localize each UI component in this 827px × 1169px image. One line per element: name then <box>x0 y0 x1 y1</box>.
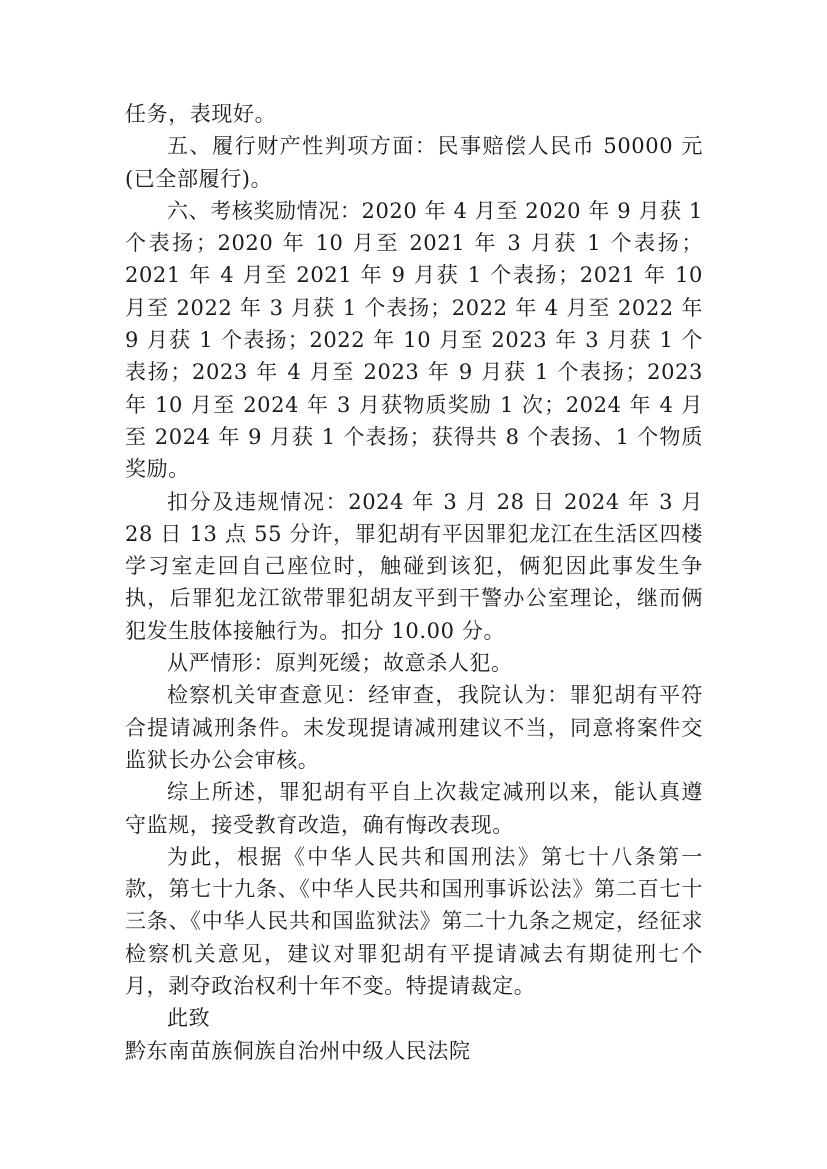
document-body <box>125 98 703 1067</box>
paragraph-salutation: 此致 <box>167 1006 211 1031</box>
paragraph-rewards: 六、考核奖励情况：2020 年 4 月至 2020 年 9 月获 1 个表扬；2020 年 10 月至 2021 年 3 月获 1 个表扬；2021 年 4 月至 2021 年 9 月获 1 个表扬；2021 年 10 月至 2022 年 3 月获 1 个表扬；2022 年 4 月至 2022 年 9 月获 1 个表扬；2022 年 10 月至 2023 年 3 月获 1 个表扬；2023 年 4 月至 2023 年 9 月获 1 个表扬；2023 年 10 月至 2024 年 3 月获物质奖励 1 次；2024 年 4 月至 2024 年 9 月获 1 个表扬；获得共 8 个表扬、1 个物质奖励。 <box>125 198 703 482</box>
paragraph-legal-basis: 为此，根据《中华人民共和国刑法》第七十八条第一款，第七十九条、《中华人民共和国刑事诉讼法》第二百七十三条、《中华人民共和国监狱法》第二十九条之规定，经征求检察机关意见，建议对罪犯胡有平提请减去有期徒刑七个月，剥夺政治权利十年不变。特提请裁定。 <box>125 844 703 999</box>
paragraph-recipient: 黔东南苗族侗族自治州中级人民法院 <box>125 1038 471 1063</box>
paragraph-deductions: 扣分及违规情况：2024 年 3 月 28 日 2024 年 3 月 28 日 13 点 55 分许，罪犯胡有平因罪犯龙江在生活区四楼学习室走回自己座位时，触碰到该犯，俩犯因此事发生争执，后罪犯龙江欲带罪犯胡友平到干警办公室理论，继而俩犯发生肢体接触行为。扣分 10.00 分。 <box>125 489 703 643</box>
paragraph-property-obligation: 五、履行财产性判项方面：民事赔偿人民币 50000 元(已全部履行)。 <box>125 134 703 191</box>
paragraph-summary: 综上所述，罪犯胡有平自上次裁定减刑以来，能认真遵守监规，接受教育改造，确有悔改表现。 <box>125 780 703 837</box>
paragraph-continued: 任务，表现好。 <box>125 102 277 126</box>
paragraph-procuratorate-opinion: 检察机关审查意见：经审查，我院认为：罪犯胡有平符合提请减刑条件。未发现提请减刑建议不当，同意将案件交监狱长办公会审核。 <box>125 683 703 772</box>
paragraph-strict-circumstances: 从严情形：原判死缓；故意杀人犯。 <box>167 651 513 676</box>
